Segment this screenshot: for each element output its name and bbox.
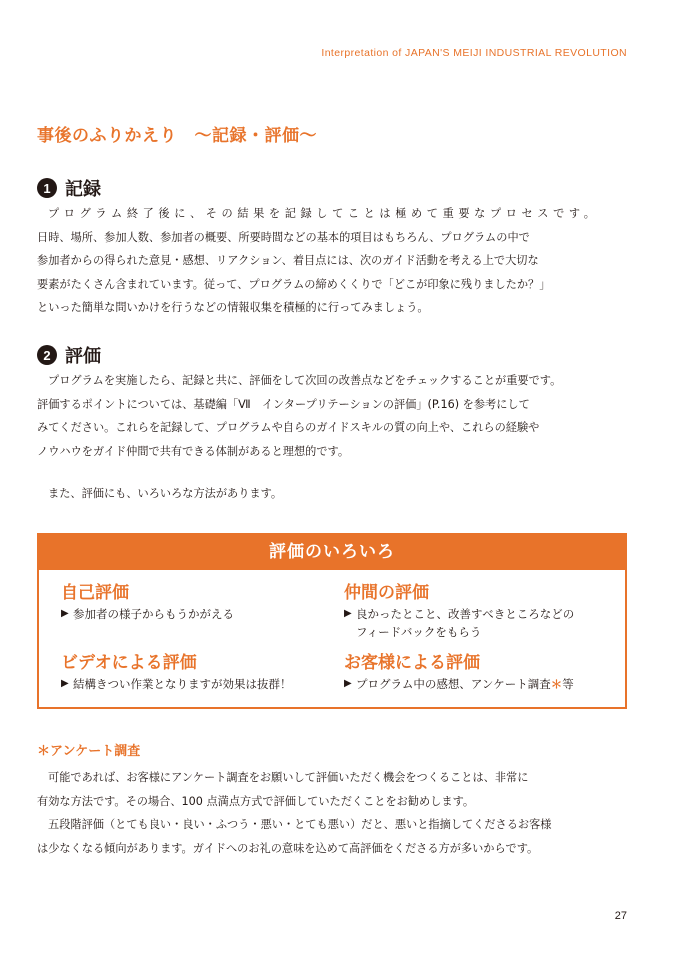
paragraph-line: 五段階評価（とても良い・良い・ふつう・悪い・とても悪い）だと、悪いと指摘してくださるお客様 bbox=[48, 818, 552, 832]
page-number: 27 bbox=[614, 910, 627, 922]
section-title: 評価 bbox=[65, 346, 101, 367]
paragraph-line: 要素がたくさん含まれています。従って、プログラムの締めくくりで「どこが印象に残りましたか？」 bbox=[37, 277, 551, 291]
note-body bbox=[37, 766, 637, 860]
paragraph-line: プログラム終了後に、その結果を記録してことは極めて重要なプロセスです。 bbox=[48, 207, 600, 220]
circled-number-2-icon: 2 bbox=[37, 345, 57, 365]
method-video-evaluation bbox=[61, 651, 331, 693]
triangle-right-icon: ▶ bbox=[344, 678, 352, 689]
paragraph-line: また、評価にも、いろいろな方法があります。 bbox=[48, 487, 283, 500]
method-description-continued: フィードバックをもらう bbox=[356, 625, 482, 639]
triangle-right-icon: ▶ bbox=[344, 608, 352, 619]
method-title: 自己評価 bbox=[61, 583, 129, 603]
triangle-right-icon: ▶ bbox=[61, 608, 69, 619]
paragraph-line: 参加者からの得られた意見・感想、リアクション、着目点には、次のガイド活動を考える上で大切な bbox=[37, 254, 539, 268]
method-customer-evaluation bbox=[344, 651, 614, 693]
triangle-right-icon: ▶ bbox=[61, 678, 69, 689]
section-evaluation-body bbox=[37, 369, 637, 463]
section-evaluation-extra bbox=[37, 482, 637, 506]
paragraph-line: みてください。これらを記録して、プログラムや自らのガイドスキルの質の向上や、これらの経験や bbox=[37, 421, 540, 435]
paragraph-line: 可能であれば、お客様にアンケート調査をお願いして評価いただく機会をつくることは、非常に bbox=[48, 771, 529, 784]
method-description: ▶ プログラム中の感想、アンケート調査 ＊ 等 bbox=[344, 677, 574, 691]
evaluation-methods-box bbox=[37, 533, 627, 709]
section-title: 記録 bbox=[65, 179, 101, 200]
method-title: ビデオによる評価 bbox=[61, 653, 197, 673]
paragraph-line: プログラムを実施したら、記録と共に、評価をして次回の改善点などをチェックすることが重要です。 bbox=[48, 374, 562, 387]
asterisk-icon: ＊ bbox=[550, 677, 563, 691]
section-record-body bbox=[37, 202, 637, 320]
section-heading-record bbox=[37, 175, 101, 201]
paragraph-line: 日時、場所、参加人数、参加者の概要、所要時間などの基本的項目はもちろん、プログラムの中で bbox=[37, 230, 530, 244]
method-description: ▶ 参加者の様子からもうかがえる bbox=[61, 607, 234, 621]
method-title: お客様による評価 bbox=[344, 653, 480, 673]
paragraph-line: 有効な方法です。その場合、100 点満点方式で評価していただくことをお勧めします。 bbox=[37, 794, 475, 808]
section-heading-evaluation bbox=[37, 342, 101, 368]
circled-number-1-icon: 1 bbox=[37, 178, 57, 198]
paragraph-line: 評価するポイントについては、基礎編「Ⅶ インタープリテーションの評価」(P.16) を参考にして bbox=[37, 397, 530, 411]
paragraph-line: ノウハウをガイド仲間で共有できる体制があると理想的です。 bbox=[37, 444, 350, 458]
methods-box-title: 評価のいろいろ bbox=[39, 535, 625, 570]
series-title: Interpretation of JAPAN'S MEIJI INDUSTRIAL REVOLUTION bbox=[321, 47, 627, 59]
method-description: ▶ 良かったとこと、改善すべきところなどの bbox=[344, 607, 575, 621]
paragraph-line: といった簡単な問いかけを行うなどの情報収集を積極的に行ってみましょう。 bbox=[37, 301, 429, 315]
note-heading: ＊アンケート調査 bbox=[37, 744, 141, 759]
method-title: 仲間の評価 bbox=[344, 583, 429, 603]
method-self-evaluation bbox=[61, 581, 331, 623]
method-peer-evaluation bbox=[344, 581, 614, 641]
method-description: ▶ 結構きつい作業となりますが効果は抜群！ bbox=[61, 677, 292, 691]
page-heading: 事後のふりかえり ～記録・評価～ bbox=[37, 126, 317, 146]
paragraph-line: は少なくなる傾向があります。ガイドへのお礼の意味を込めて高評価をくださる方が多いからです。 bbox=[37, 841, 539, 855]
